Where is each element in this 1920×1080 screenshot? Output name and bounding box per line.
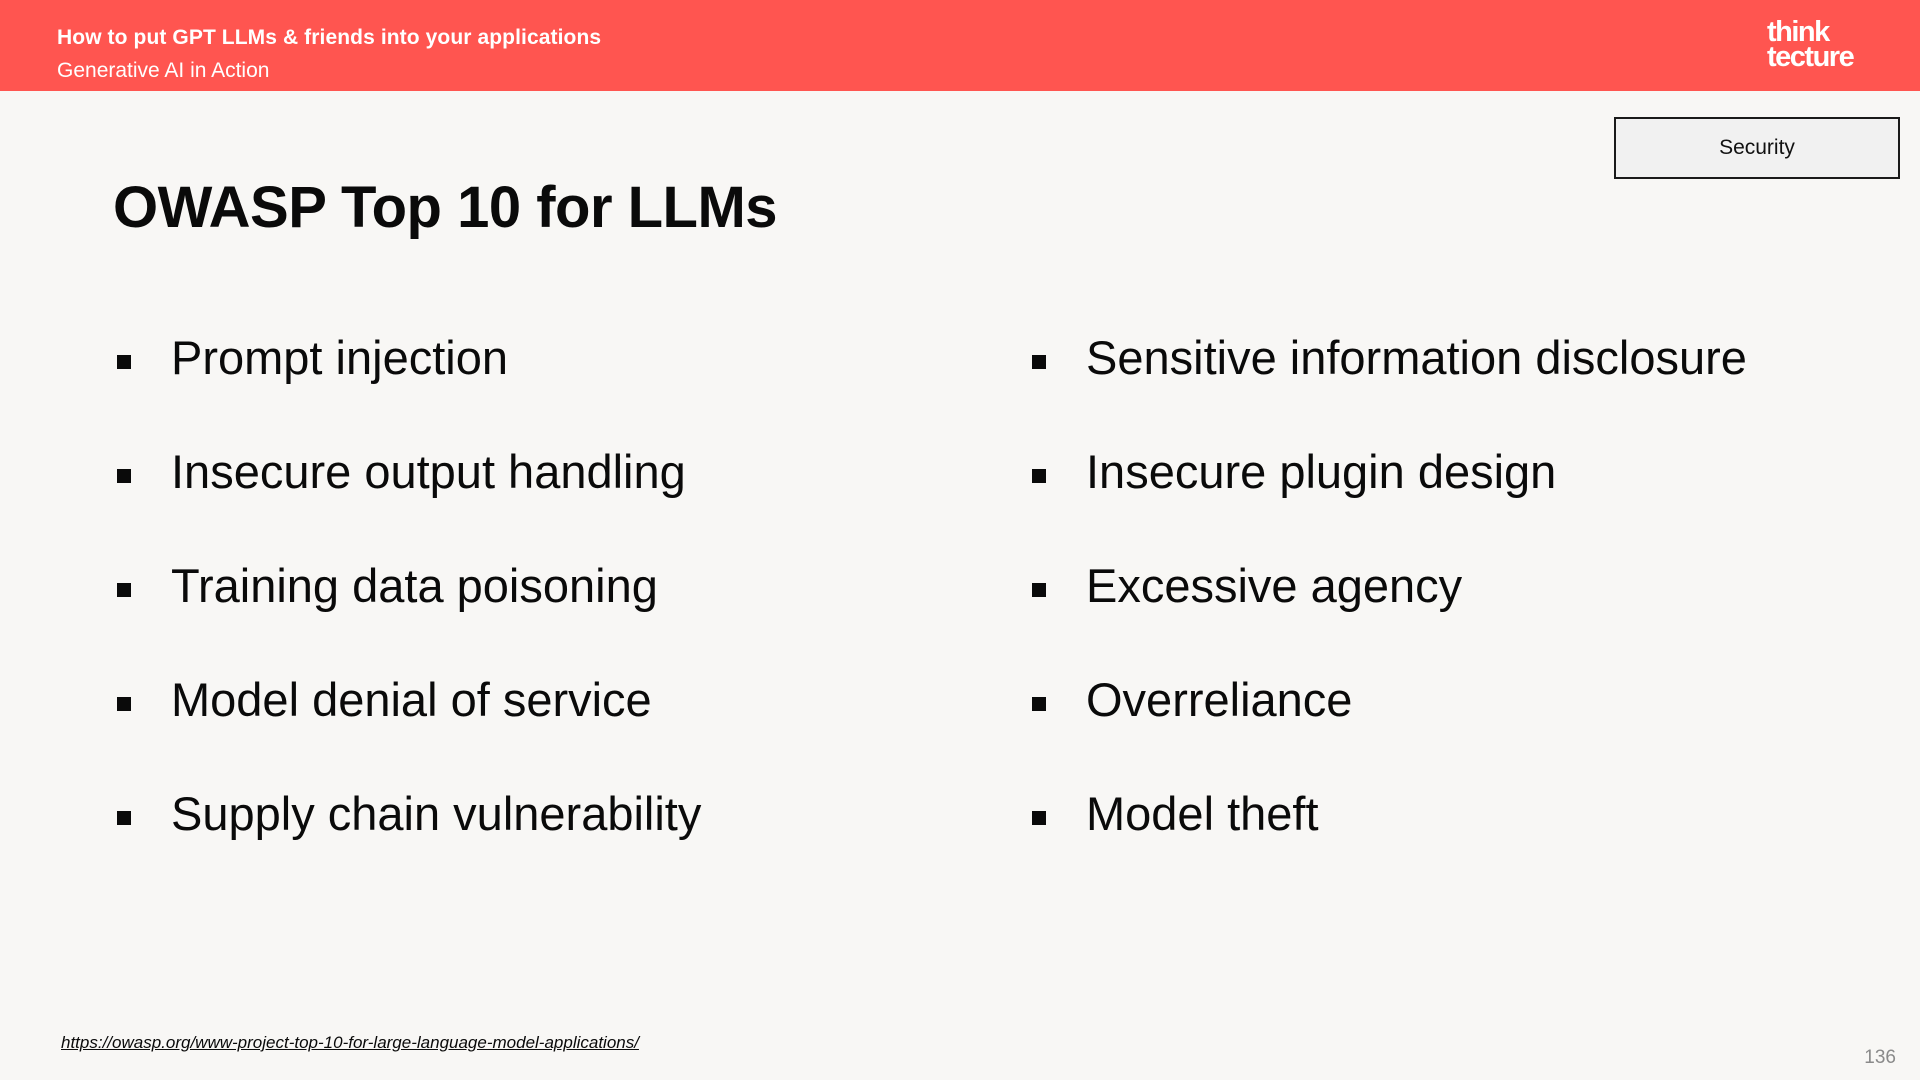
list-item-text: Insecure output handling xyxy=(171,445,686,498)
square-bullet-icon xyxy=(117,697,131,711)
list-item xyxy=(113,673,701,791)
list-item xyxy=(113,445,701,563)
list-item xyxy=(1028,787,1747,905)
list-item-text: Model theft xyxy=(1086,787,1319,840)
list-item xyxy=(113,559,701,677)
list-item-text: Excessive agency xyxy=(1086,559,1463,612)
list-item xyxy=(113,787,702,905)
square-bullet-icon xyxy=(1032,811,1046,825)
list-item-text: Sensitive information disclosure xyxy=(1086,331,1747,384)
logo-line-2: tecture xyxy=(1767,41,1854,73)
list-item-text: Prompt injection xyxy=(171,331,508,384)
logo-line-1: think xyxy=(1767,16,1829,48)
square-bullet-icon xyxy=(117,811,131,825)
square-bullet-icon xyxy=(117,469,131,483)
list-item xyxy=(1028,673,1747,791)
list-item-text: Insecure plugin design xyxy=(1086,445,1557,498)
square-bullet-icon xyxy=(117,583,131,597)
list-item xyxy=(1028,331,1747,449)
bullet-list-left xyxy=(113,331,702,905)
list-item-text: Model denial of service xyxy=(171,673,652,726)
section-tag: Security xyxy=(1614,117,1900,179)
list-item xyxy=(1028,559,1747,677)
list-item xyxy=(113,331,701,449)
square-bullet-icon xyxy=(1032,469,1046,483)
page-number: 136 xyxy=(1864,1047,1896,1068)
owasp-source-link[interactable]: https://owasp.org/www-project-top-10-for-large-language-model-applications/ xyxy=(61,1033,639,1052)
bullet-list-right xyxy=(1028,331,1747,905)
thinktecture-logo xyxy=(1767,16,1854,73)
square-bullet-icon xyxy=(1032,697,1046,711)
square-bullet-icon xyxy=(1032,355,1046,369)
slide-title: OWASP Top 10 for LLMs xyxy=(113,175,778,240)
list-item xyxy=(1028,445,1747,563)
presentation-title: How to put GPT LLMs & friends into your applications xyxy=(57,26,602,49)
header-bar xyxy=(0,0,1920,91)
list-item-text: Supply chain vulnerability xyxy=(171,787,702,840)
square-bullet-icon xyxy=(1032,583,1046,597)
list-item-text: Training data poisoning xyxy=(171,559,658,612)
presentation-subtitle: Generative AI in Action xyxy=(57,59,270,82)
square-bullet-icon xyxy=(117,355,131,369)
list-item-text: Overreliance xyxy=(1086,673,1353,726)
